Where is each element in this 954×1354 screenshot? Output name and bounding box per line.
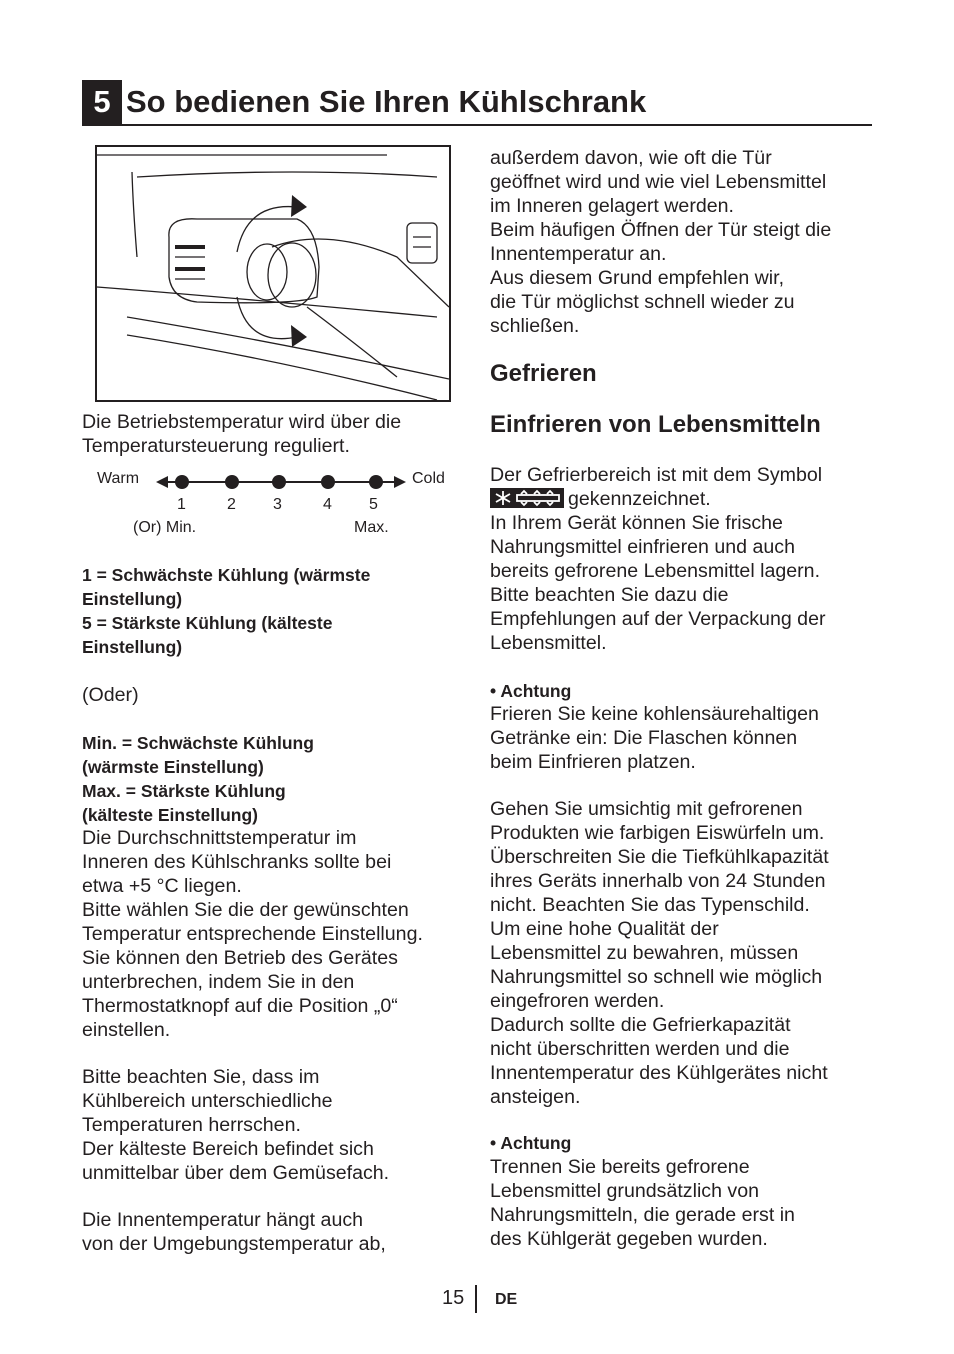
scale-cold-label: Cold: [412, 470, 445, 487]
warning-title-2: • Achtung: [490, 1133, 572, 1153]
intro-text: Die Betriebstemperatur wird über die Temperatursteuerung reguliert.: [82, 411, 402, 457]
heading-gefrieren: Gefrieren: [490, 360, 597, 387]
right-paragraph-1: außerdem davon, wie oft die Tür geöffnet wird und wie viel Lebensmittel im Inneren gelagert werden. Beim häufigen Öffnen der Tür steigt die Innentemperatur an. Aus diesem Grund empfehlen wir, die Tür möglichst schnell wieder zu schließen.: [490, 147, 832, 337]
page-title: So bedienen Sie Ihren Kühlschrank: [126, 84, 647, 119]
scale-max-label: Max.: [354, 519, 389, 536]
oder-text: (Oder): [82, 684, 139, 706]
section-number: 5: [82, 80, 122, 124]
scale-min-label: (Or) Min.: [133, 519, 197, 536]
scale-mark-3: 3: [273, 496, 282, 513]
right-paragraph-3: Gehen Sie umsichtig mit gefrorenen Produkten wie farbigen Eiswürfeln um. Überschreiten Sie die Tiefkühlkapazität ihres Geräts innerhalb von 24 Stunden nicht. Beachten Sie das Typenschild. Um eine hohe Qualität der Lebensmittel zu bewahren, müssen Nahrungsmittel so schnell wie möglich eingefroren werden. Dadurch sollte die Gefrierkapazität nicht überschritten werden und die Innentemperatur des Kühlgerätes nicht ansteigen.: [490, 798, 829, 1108]
section-header: [82, 80, 872, 126]
scale-warm-label: Warm: [97, 470, 140, 487]
temperature-scale: [90, 465, 460, 545]
warning-title-1: • Achtung: [490, 681, 572, 701]
right-paragraph-2: Der Gefrierbereich ist mit dem Symbol gekennzeichnet. In Ihrem Gerät können Sie frische Nahrungsmittel einfrieren und auch bereits gefrorene Lebensmittel lagern. Bitte beachten Sie dazu die Empfehlungen auf der Verpackung der Lebensmittel.: [490, 464, 826, 654]
scale-line: [156, 471, 406, 493]
scale-mark-4: 4: [323, 496, 332, 513]
warning-text-2: Trennen Sie bereits gefrorene Lebensmittel grundsätzlich von Nahrungsmitteln, die gerade erst in des Kühlgerät gegeben wurden.: [490, 1156, 795, 1250]
freezer-symbol-icon: [490, 488, 564, 508]
heading-einfrieren: Einfrieren von Lebensmitteln: [490, 411, 821, 438]
setting-legend-numbers: 1 = Schwächste Kühlung (wärmste Einstellung) 5 = Stärkste Kühlung (kälteste Einstellung): [82, 565, 371, 657]
left-paragraph-1: Die Durchschnittstemperatur im Inneren des Kühlschranks sollte bei etwa +5 °C liegen. Bitte wählen Sie die der gewünschten Temperatur entsprechende Einstellung. Sie können den Betrieb des Gerätes unterbrechen, indem Sie in den Thermostatknopf auf die Position „0“ einstellen.: [82, 827, 423, 1041]
left-paragraph-3: Die Innentemperatur hängt auch von der Umgebungstemperatur ab,: [82, 1209, 386, 1255]
page-number: 15: [442, 1287, 465, 1309]
thermostat-illustration: [95, 145, 451, 402]
footer-divider: [475, 1285, 477, 1313]
language-code: DE: [495, 1291, 518, 1308]
left-paragraph-2: Bitte beachten Sie, dass im Kühlbereich unterschiedliche Temperaturen herrschen. Der kälteste Bereich befindet sich unmittelbar über dem Gemüsefach.: [82, 1066, 390, 1184]
scale-mark-1: 1: [177, 496, 186, 513]
warning-text-1: Frieren Sie keine kohlensäurehaltigen Getränke ein: Die Flaschen können beim Einfrieren platzen.: [490, 703, 819, 773]
scale-mark-5: 5: [369, 496, 378, 513]
scale-mark-2: 2: [227, 496, 236, 513]
setting-legend-minmax: Min. = Schwächste Kühlung (wärmste Einstellung) Max. = Stärkste Kühlung (kälteste Einstellung): [82, 733, 314, 825]
